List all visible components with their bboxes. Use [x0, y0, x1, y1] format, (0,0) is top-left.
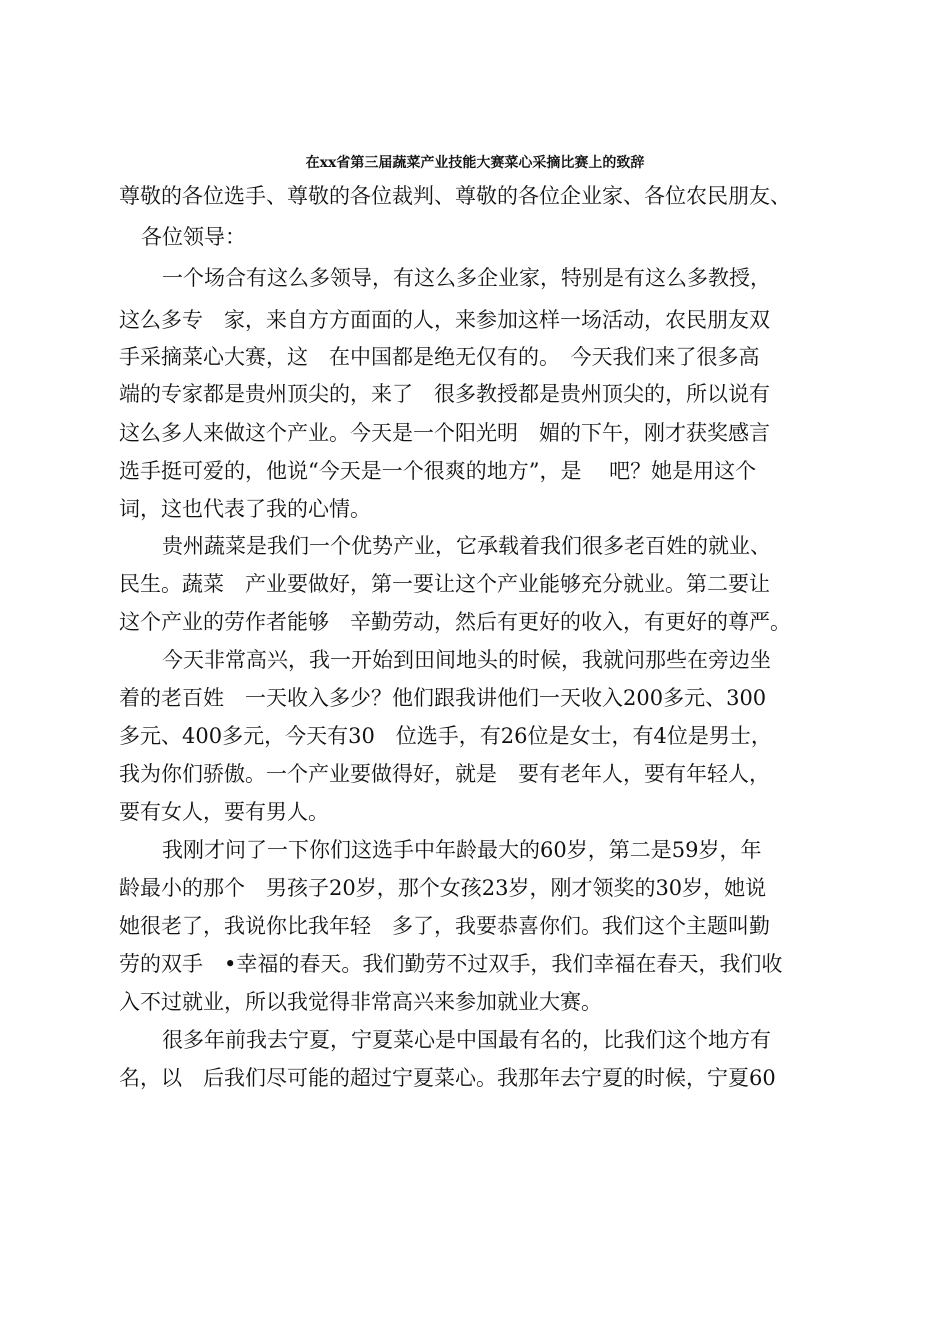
text-line: 很多年前我去宁夏，宁夏菜心是中国最有名的，比我们这个地方有: [162, 1028, 771, 1052]
text-line: 多元、400多元，今天有30 位选手，有26位是女士，有4位是男士，: [119, 724, 772, 748]
text-line: 要有女人，要有男人。: [119, 800, 329, 824]
text-line: 一个场合有这么多领导，有这么多企业家，特别是有这么多教授，: [162, 266, 771, 290]
text-line: 词，这也代表了我的心情。: [119, 497, 371, 521]
text-line: 端的专家都是贵州顶尖的，来了 很多教授都是贵州顶尖的，所以说有: [119, 382, 770, 406]
text-line: 这么多专 家，来自方方面面的人，来参加这样一场活动，农民朋友双: [119, 308, 770, 332]
text-line: 民生。蔬菜 产业要做好，第一要让这个产业能够充分就业。第二要让: [119, 572, 770, 596]
text-line: 这么多人来做这个产业。今天是一个阳光明 媚的下午，刚才获奖感言: [119, 421, 770, 445]
text-line: 贵州蔬菜是我们一个优势产业，它承载着我们很多老百姓的就业、: [162, 534, 771, 558]
text-line: 她很老了，我说你比我年轻 多了，我要恭喜你们。我们这个主题叫勤: [119, 914, 770, 938]
text-line: 各位领导：: [141, 225, 246, 249]
text-line: 尊敬的各位选手、尊敬的各位裁判、尊敬的各位企业家、各位农民朋友、: [119, 184, 791, 208]
text-line: 着的老百姓 一天收入多少？他们跟我讲他们一天收入200多元、300: [119, 686, 767, 710]
text-line: 手采摘菜心大赛，这 在中国都是绝无仅有的。 今天我们来了很多高: [119, 345, 760, 369]
text-line: 选手挺可爱的，他说“今天是一个很爽的地方”，是 吧？她是用这个: [119, 459, 757, 483]
text-line: 入不过就业，所以我觉得非常高兴来参加就业大赛。: [119, 990, 602, 1014]
text-line: 我刚才问了一下你们这选手中年龄最大的60岁，第二是59岁，年: [162, 838, 762, 862]
text-line: 我为你们骄傲。一个产业要做得好，就是 要有老年人，要有年轻人，: [119, 762, 770, 786]
text-line: 名，以 后我们尽可能的超过宁夏菜心。我那年去宁夏的时候，宁夏60: [119, 1066, 776, 1090]
text-line: 今天非常高兴，我一开始到田间地头的时候，我就问那些在旁边坐: [162, 648, 771, 672]
document-title: 在xx省第三届蔬菜产业技能大赛菜心采摘比赛上的致辞: [305, 155, 645, 171]
text-line: 龄最小的那个 男孩子20岁，那个女孩23岁，刚才领奖的30岁，她说: [119, 876, 767, 900]
text-line: 这个产业的劳作者能够 辛勤劳动，然后有更好的收入，有更好的尊严。: [119, 610, 791, 634]
text-line: 劳的双手 •幸福的春天。我们勤劳不过双手，我们幸福在春天，我们收: [119, 952, 783, 976]
